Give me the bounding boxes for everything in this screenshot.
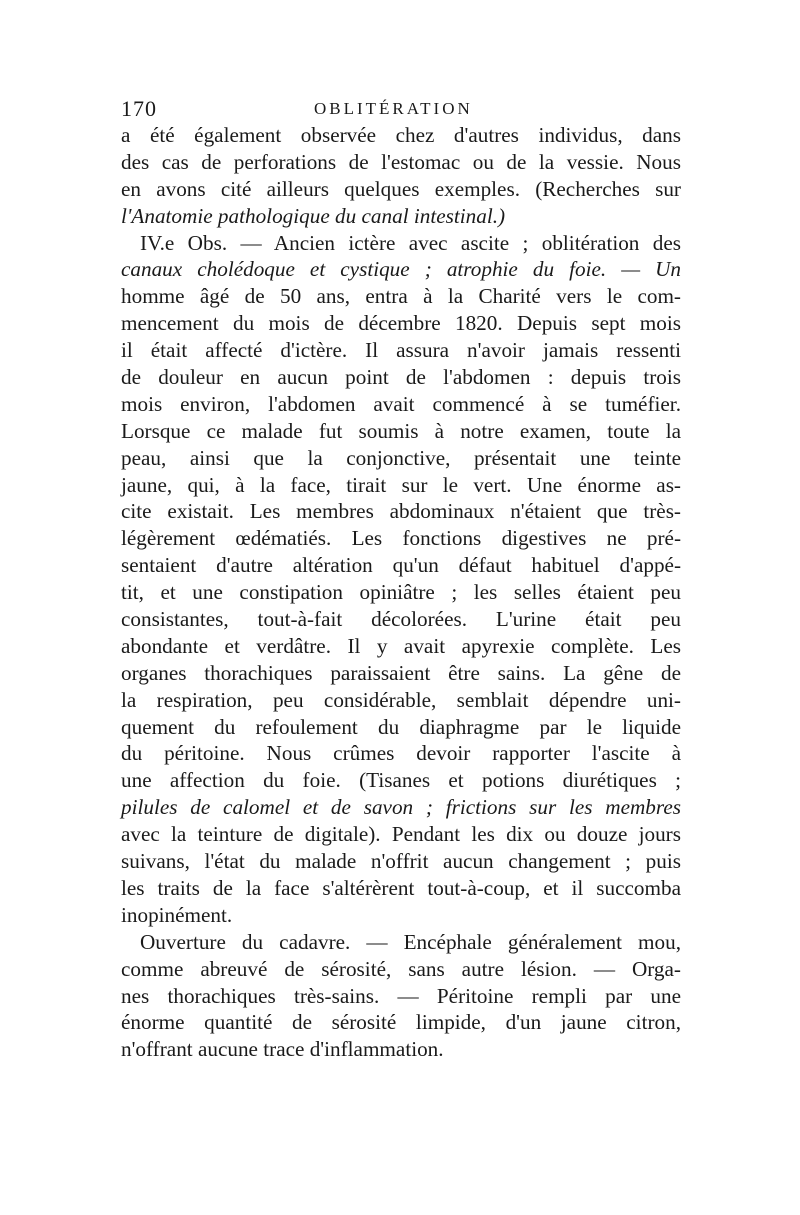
text-line: tit, et une constipation opiniâtre ; les selles étaient peu — [121, 580, 681, 605]
text-line: jaune, qui, à la face, tirait sur le vert. Une énorme as- — [121, 472, 681, 497]
text-line: consistantes, tout-à-fait décolorées. L'urine était peu — [121, 607, 681, 632]
running-head — [121, 96, 681, 122]
text-line: abondante et verdâtre. Il y avait apyrexie complète. Les — [121, 633, 681, 658]
text-line: en avons cité ailleurs quelques exemples. (Recherches sur — [121, 176, 681, 201]
text-line: il était affecté d'ictère. Il assura n'avoir jamais ressenti — [121, 338, 681, 363]
text-line: une affection du foie. (Tisanes et potions diurétiques ; — [121, 768, 681, 793]
text-line: comme abreuvé de sérosité, sans autre lésion. — Orga- — [121, 956, 681, 981]
text-line: a été également observée chez d'autres individus, dans — [121, 123, 681, 147]
text-line: inopinément. — [121, 902, 233, 927]
text-line: nes thorachiques très-sains. — Péritoine rempli par une — [121, 983, 681, 1008]
text-line: organes thorachiques paraissaient être sains. La gêne de — [121, 660, 681, 685]
text-line: canaux cholédoque et cystique ; atrophie du foie. — Un — [121, 257, 681, 282]
text-line: énorme quantité de sérosité limpide, d'un jaune citron, — [121, 1010, 681, 1035]
text-line: l'Anatomie pathologique du canal intestinal.) — [121, 203, 506, 228]
text-line: peau, ainsi que la conjonctive, présentait une teinte — [121, 445, 681, 470]
text-line: Ouverture du cadavre. — Encéphale généralement mou, — [140, 929, 681, 954]
text-line: de douleur en aucun point de l'abdomen : depuis trois — [121, 365, 681, 390]
text-line: n'offrant aucune trace d'inflammation. — [121, 1037, 444, 1062]
text-line: quement du refoulement du diaphragme par le liquide — [121, 714, 681, 739]
text-line: homme âgé de 50 ans, entra à la Charité vers le com- — [121, 284, 681, 309]
text-line: mois environ, l'abdomen avait commencé à se tuméfier. — [121, 391, 681, 416]
text-line: IV.e Obs. — Ancien ictère avec ascite ; oblitération des — [140, 230, 681, 255]
text-line: du péritoine. Nous crûmes devoir rapporter l'ascite à — [121, 741, 681, 766]
text-line: Lorsque ce malade fut soumis à notre examen, toute la — [121, 418, 681, 443]
text-line: la respiration, peu considérable, semblait dépendre uni- — [121, 687, 681, 712]
text-line: cite existait. Les membres abdominaux n'étaient que très- — [121, 499, 681, 524]
text-line: les traits de la face s'altérèrent tout-à-coup, et il succomba — [121, 875, 681, 900]
text-line: avec la teinture de digitale). Pendant les dix ou douze jours — [121, 822, 681, 847]
body-text — [121, 122, 681, 1063]
text-line: sentaient d'autre altération qu'un défaut habituel d'appé- — [121, 553, 681, 578]
text-line: pilules de calomel et de savon ; frictions sur les membres — [121, 795, 681, 820]
text-line: mencement du mois de décembre 1820. Depuis sept mois — [121, 311, 681, 336]
text-line: légèrement œdématiés. Les fonctions digestives ne pré- — [121, 526, 681, 551]
running-title: OBLITÉRATION — [314, 99, 473, 118]
page-number: 170 — [121, 96, 157, 121]
text-line: suivans, l'état du malade n'offrit aucun changement ; puis — [121, 849, 681, 874]
text-line: des cas de perforations de l'estomac ou de la vessie. Nous — [121, 149, 681, 174]
